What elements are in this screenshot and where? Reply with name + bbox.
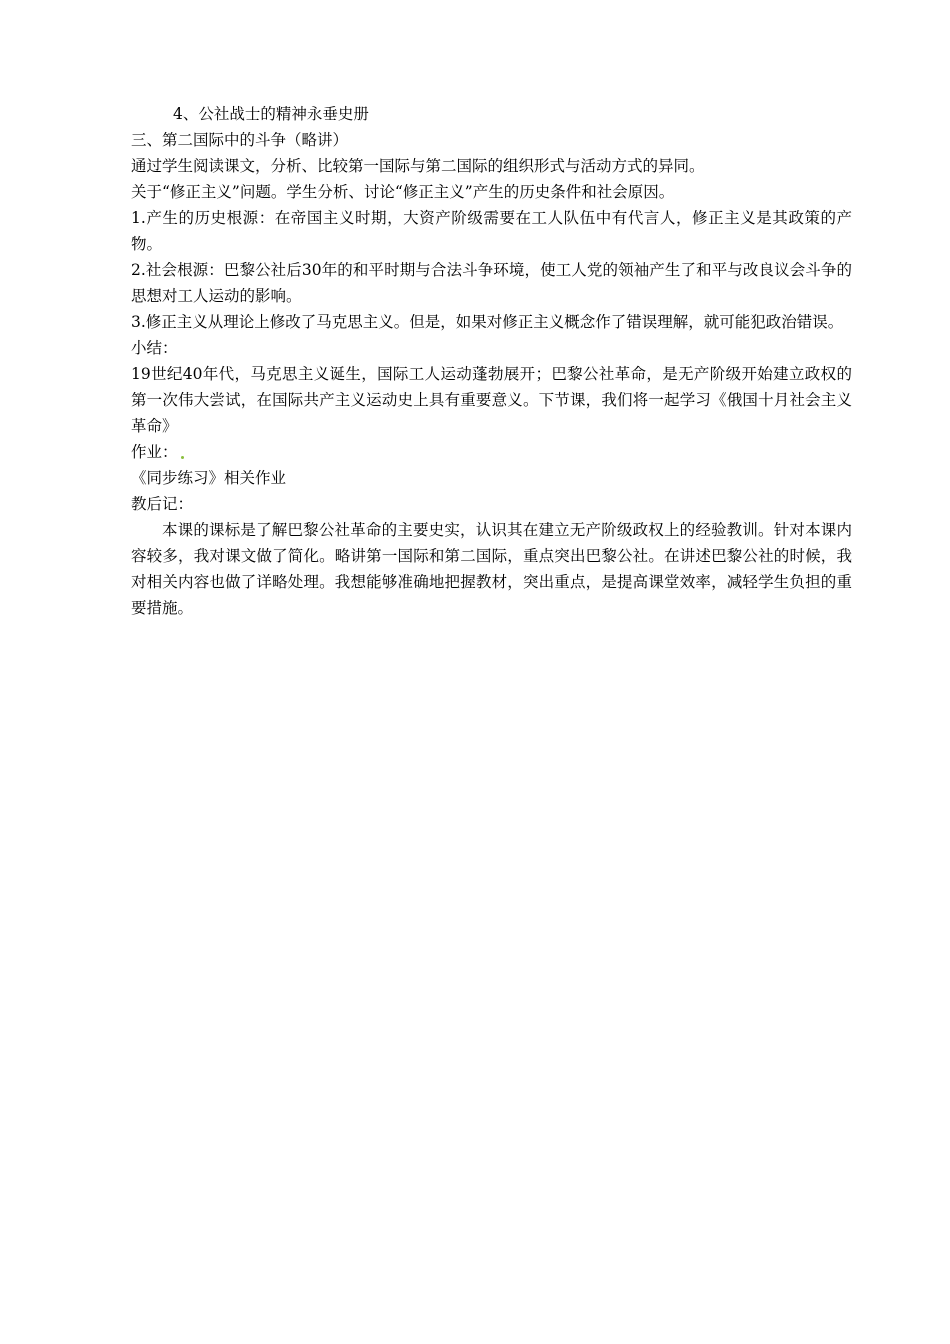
summary-label: 小结： [131,339,178,357]
reflection-paragraph: 本课的课标是了解巴黎公社革命的主要史实，认识其在建立无产阶级政权上的经验教训。针对本课内容较多，我对课文做了简化。略讲第一国际和第二国际，重点突出巴黎公社。在讲述巴黎公社的时候，我对相关内容也做了详略处理。我想能够准确地把握教材，突出重点，是提高课堂效率，减轻学生负担的重要措施。 [131,521,852,617]
section-heading: 三、第二国际中的斗争（略讲） [131,131,349,149]
point-3-paragraph: 3.修正主义从理论上修改了马克思主义。但是，如果对修正主义概念作了错误理解，就可能犯政治错误。 [131,313,844,331]
item-4-line: 4、公社战士的精神永垂史册 [173,105,369,123]
summary-paragraph: 19世纪40年代，马克思主义诞生，国际工人运动蓬勃展开；巴黎公社革命，是无产阶级开始建立政权的第一次伟大尝试，在国际共产主义运动史上具有重要意义。下节课，我们将一起学习《俄国十月社会主义革命》 [131,365,852,435]
document-body [131,101,852,621]
intro-paragraph: 通过学生阅读课文，分析、比较第一国际与第二国际的组织形式与活动方式的异同。 [131,157,705,175]
revisionism-intro: 关于“修正主义”问题。学生分析、讨论“修正主义”产生的历史条件和社会原因。 [131,183,675,201]
point-2-paragraph: 2.社会根源：巴黎公社后30年的和平时期与合法斗争环境，使工人党的领袖产生了和平与改良议会斗争的思想对工人运动的影响。 [131,261,852,305]
reflection-label: 教后记： [131,495,194,513]
mark-dot [181,456,184,459]
homework-text: 《同步练习》相关作业 [131,469,287,487]
point-1-paragraph: 1.产生的历史根源：在帝国主义时期，大资产阶级需要在工人队伍中有代言人，修正主义是其政策的产物。 [131,209,852,253]
homework-label: 作业： [131,443,178,461]
homework-label-line [131,439,852,465]
